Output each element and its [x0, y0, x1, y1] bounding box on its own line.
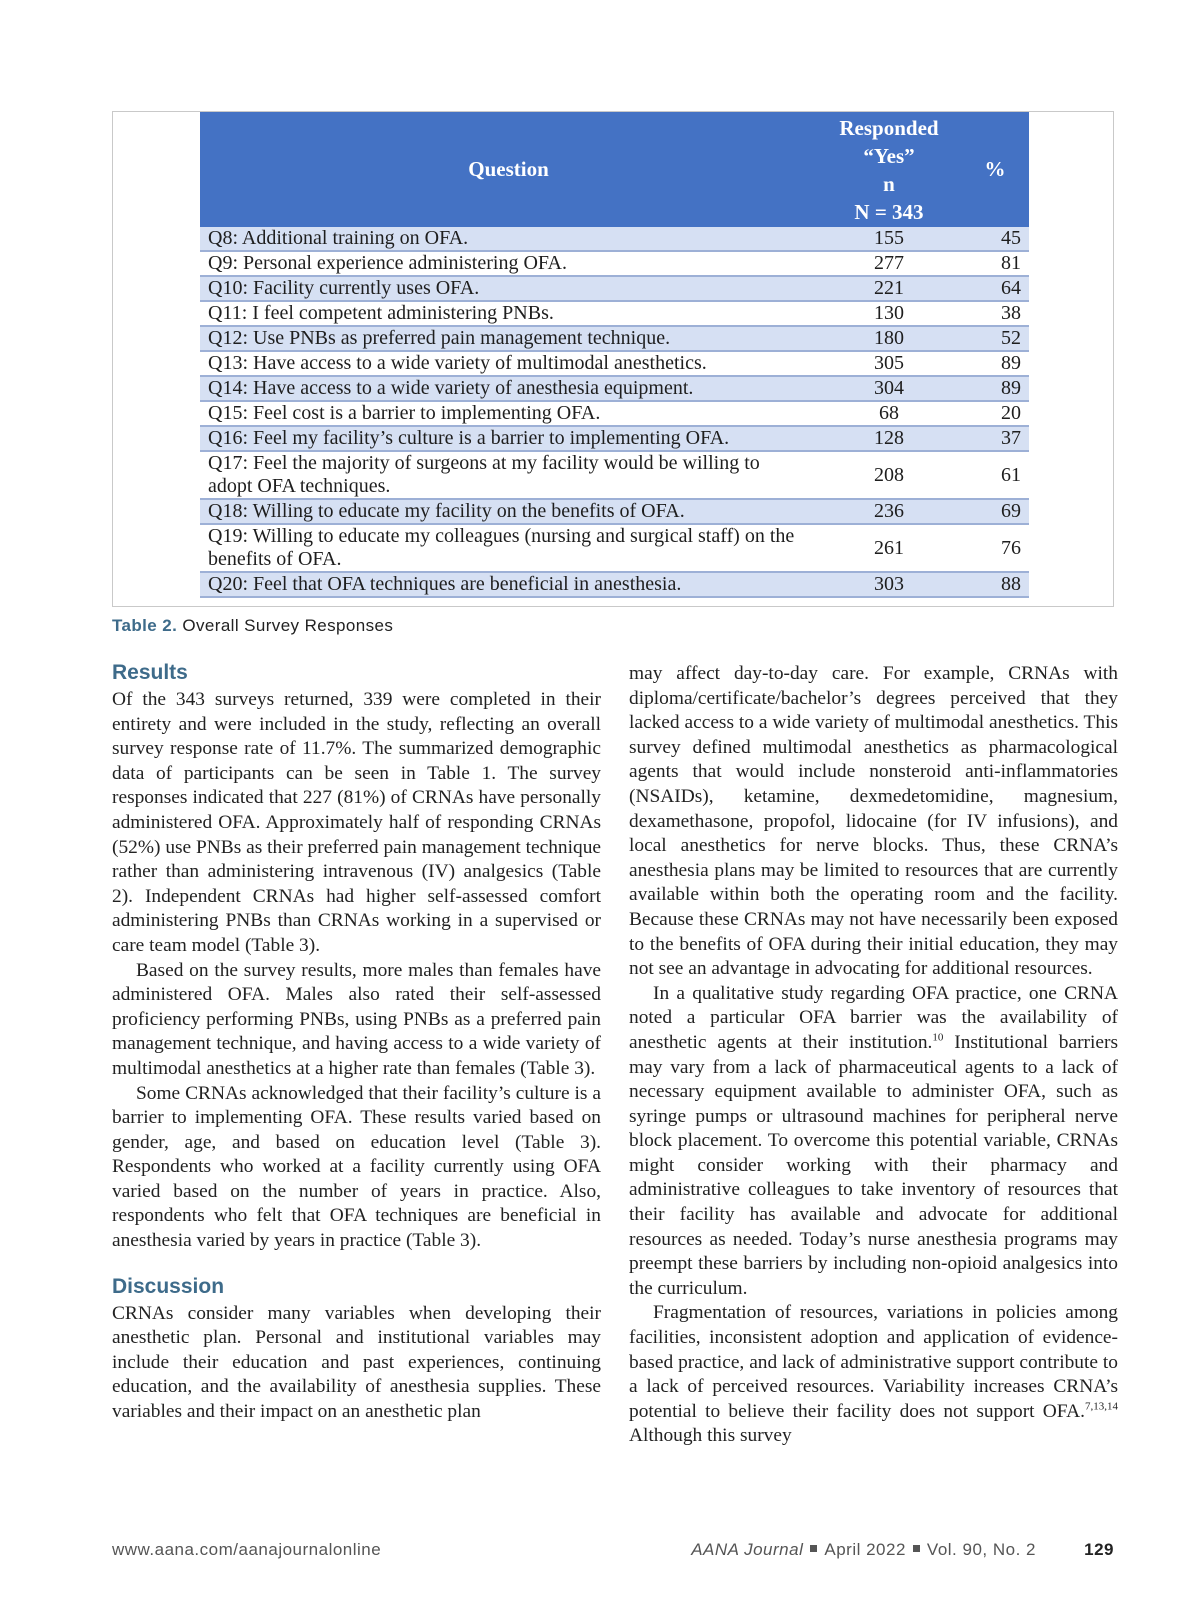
- table-cell-percent: 38: [1001, 302, 1021, 324]
- header-responded-line: n: [883, 172, 895, 196]
- table-cell-count: 221: [874, 277, 904, 299]
- paragraph-text: Fragmentation of resources, variations in policies among facilities, inconsistent adoption and application of evidence-based practice, and lack of administrative support contribute to a lack of perceived resources. Variability increases CRNA’s potential to believe their facility does not support OFA.: [629, 1302, 1118, 1422]
- table-row: [200, 525, 1029, 573]
- table-cell-percent: 20: [1001, 402, 1021, 424]
- journal-url: www.aana.com/aanajournalonline: [112, 1540, 382, 1559]
- table-cell-percent: 52: [1001, 327, 1021, 349]
- table-cell-question: Q10: Facility currently uses OFA.: [208, 277, 480, 299]
- table-cell-question: Q15: Feel cost is a barrier to implementing OFA.: [208, 402, 601, 424]
- square-bullet-icon: [810, 1545, 817, 1552]
- table-cell-percent: 88: [1001, 573, 1021, 595]
- table-cell-question: Q16: Feel my facility’s culture is a barrier to implementing OFA.: [208, 427, 730, 449]
- table-cell-percent: 89: [1001, 377, 1021, 399]
- table-body: [200, 227, 1029, 598]
- table-cell-question: Q8: Additional training on OFA.: [208, 227, 469, 249]
- table-cell-count: 180: [874, 327, 904, 349]
- table-cell-question: Q17: Feel the majority of surgeons at my facility would be willing to adopt OFA techniques.: [208, 452, 760, 497]
- table-cell-question: Q13: Have access to a wide variety of multimodal anesthetics.: [208, 352, 707, 374]
- table-cell-percent: 61: [1001, 464, 1021, 486]
- table-cell-count: 68: [879, 402, 899, 424]
- citation-ref: 7,13,14: [1085, 1400, 1118, 1413]
- table-cell-percent: 45: [1001, 227, 1021, 249]
- discussion-paragraph: [629, 1301, 1118, 1449]
- caption-text: Overall Survey Responses: [182, 616, 394, 635]
- table-cell-count: 261: [874, 537, 904, 559]
- table-row: [200, 252, 1029, 277]
- discussion-paragraph: CRNAs consider many variables when developing their anesthetic plan. Personal and institutional variables may include their education and past experiences, continuing education, and the availability of anesthesia supplies. These variables and their impact on an anesthetic plan: [112, 1302, 601, 1423]
- results-heading: Results: [112, 661, 188, 684]
- header-percent: %: [984, 157, 1006, 181]
- header-responded-line: “Yes”: [863, 144, 915, 168]
- table-row: [200, 427, 1029, 452]
- square-bullet-icon: [913, 1545, 920, 1552]
- table-cell-count: 304: [874, 377, 904, 399]
- paragraph-text: In a qualitative study regarding OFA practice, one CRNA noted a particular OFA barrier was the availability of anesthetic agents at their institution.: [629, 982, 1118, 1053]
- table-caption: [112, 616, 393, 636]
- table-cell-count: 208: [874, 464, 904, 486]
- table-cell-percent: 37: [1001, 427, 1021, 449]
- page-footer: [112, 1540, 1114, 1564]
- table-cell-percent: 76: [1001, 537, 1021, 559]
- paragraph-text: Institutional barriers may vary from a lack of pharmaceutical agents to a lack of necessary equipment available to administer OFA, such as syringe pumps or ultrasound machines for peripheral nerve block placement. To overcome this potential variable, CRNAs might consider working with their pharmacy and administrative colleagues to take inventory of resources that their facility has available and advocate for additional resources as needed. Today’s nurse anesthesia programs may preempt these barriers by including non-opioid analgesics into the curriculum.: [629, 1031, 1118, 1299]
- table-cell-question: Q14: Have access to a wide variety of anesthesia equipment.: [208, 377, 694, 399]
- left-column: [112, 660, 601, 1425]
- table-cell-count: 130: [874, 302, 904, 324]
- page-number: 129: [1084, 1540, 1114, 1559]
- journal-volume: Vol. 90, No. 2: [926, 1540, 1036, 1559]
- table-cell-percent: 81: [1001, 252, 1021, 274]
- discussion-paragraph: may affect day-to-day care. For example, CRNAs with diploma/certificate/bachelor’s degrees perceived that they lacked access to a wide variety of multimodal anesthetics. This survey defined multimodal anesthetics as pharmacological agents that would include nonsteroid anti-inflammatories (NSAIDs), ketamine, dexmedetomidine, magnesium, dexamethasone, propofol, lidocaine (for IV infusions), and local anesthetics for nerve blocks. Thus, these CRNA’s anesthesia plans may be limited to resources that are currently available within both the operating room and the facility. Because these CRNAs may not have necessarily been exposed to the benefits of OFA during their initial education, they may not see an advantage in advocating for additional resources.: [629, 663, 1118, 980]
- header-responded-line: N = 343: [854, 200, 924, 224]
- discussion-paragraph: [629, 982, 1118, 1302]
- table-cell-count: 128: [874, 427, 904, 449]
- right-column: [629, 662, 1118, 1449]
- table-row: [200, 352, 1029, 377]
- table-cell-question: Q11: I feel competent administering PNBs.: [208, 302, 554, 324]
- results-paragraph: Some CRNAs acknowledged that their facility’s culture is a barrier to implementing OFA. These results varied based on gender, age, and based on education level (Table 3). Respondents who worked at a facility currently using OFA varied based on the number of years in practice. Also, respondents who felt that OFA techniques are beneficial in anesthesia varied by years in practice (Table 3).: [112, 1082, 601, 1252]
- journal-date: April 2022: [824, 1540, 906, 1559]
- header-responded-line: Responded: [839, 116, 939, 140]
- table-row: [200, 277, 1029, 302]
- table-cell-question: Q12: Use PNBs as preferred pain management technique.: [208, 327, 671, 349]
- header-responded-yes: [817, 114, 961, 226]
- table-header: [200, 112, 1029, 227]
- results-paragraph: Based on the survey results, more males than females have administered OFA. Males also rated their self-assessed proficiency performing PNBs, using PNBs as a preferred pain management technique, and having access to a wide variety of multimodal anesthetics at a higher rate than females (Table 3).: [112, 959, 601, 1079]
- table-frame: [112, 111, 1114, 607]
- table-row: [200, 452, 1029, 500]
- table-row: [200, 377, 1029, 402]
- citation-ref: 10: [932, 1031, 944, 1044]
- table-cell-count: 277: [874, 252, 904, 274]
- table-cell-percent: 69: [1001, 500, 1021, 522]
- table-cell-count: 305: [874, 352, 904, 374]
- table-cell-count: 155: [874, 227, 904, 249]
- table-cell-question: Q18: Willing to educate my facility on the benefits of OFA.: [208, 500, 685, 522]
- table-row: [200, 327, 1029, 352]
- survey-table: [200, 112, 1029, 598]
- table-cell-count: 303: [874, 573, 904, 595]
- caption-label: Table 2.: [112, 616, 178, 635]
- paragraph-text: Although this survey: [629, 1425, 792, 1447]
- table-cell-percent: 89: [1001, 352, 1021, 374]
- results-paragraph: Of the 343 surveys returned, 339 were completed in their entirety and were included in the study, reflecting an overall survey response rate of 11.7%. The summarized demographic data of participants can be seen in Table 1. The survey responses indicated that 227 (81%) of CRNAs have personally administered OFA. Approximately half of responding CRNAs (52%) use PNBs as their preferred pain management technique rather than administering intravenous (IV) analgesics (Table 2). Independent CRNAs had higher self-assessed comfort administering PNBs than CRNAs working in a supervised or care team model (Table 3).: [112, 689, 601, 956]
- header-question: Question: [468, 157, 549, 181]
- table-cell-question: Q20: Feel that OFA techniques are beneficial in anesthesia.: [208, 573, 682, 595]
- table-row: [200, 302, 1029, 327]
- table-cell-question: Q19: Willing to educate my colleagues (nursing and surgical staff) on the benefits of OFA.: [208, 525, 795, 570]
- table-cell-percent: 64: [1001, 277, 1021, 299]
- table-row: [200, 573, 1029, 598]
- table-row: [200, 500, 1029, 525]
- table-row: [200, 402, 1029, 427]
- table-cell-count: 236: [874, 500, 904, 522]
- journal-name: AANA Journal: [691, 1540, 804, 1559]
- table-row: [200, 227, 1029, 252]
- journal-citation: [691, 1540, 1036, 1560]
- discussion-heading: Discussion: [112, 1274, 225, 1298]
- table-cell-question: Q9: Personal experience administering OFA.: [208, 252, 567, 274]
